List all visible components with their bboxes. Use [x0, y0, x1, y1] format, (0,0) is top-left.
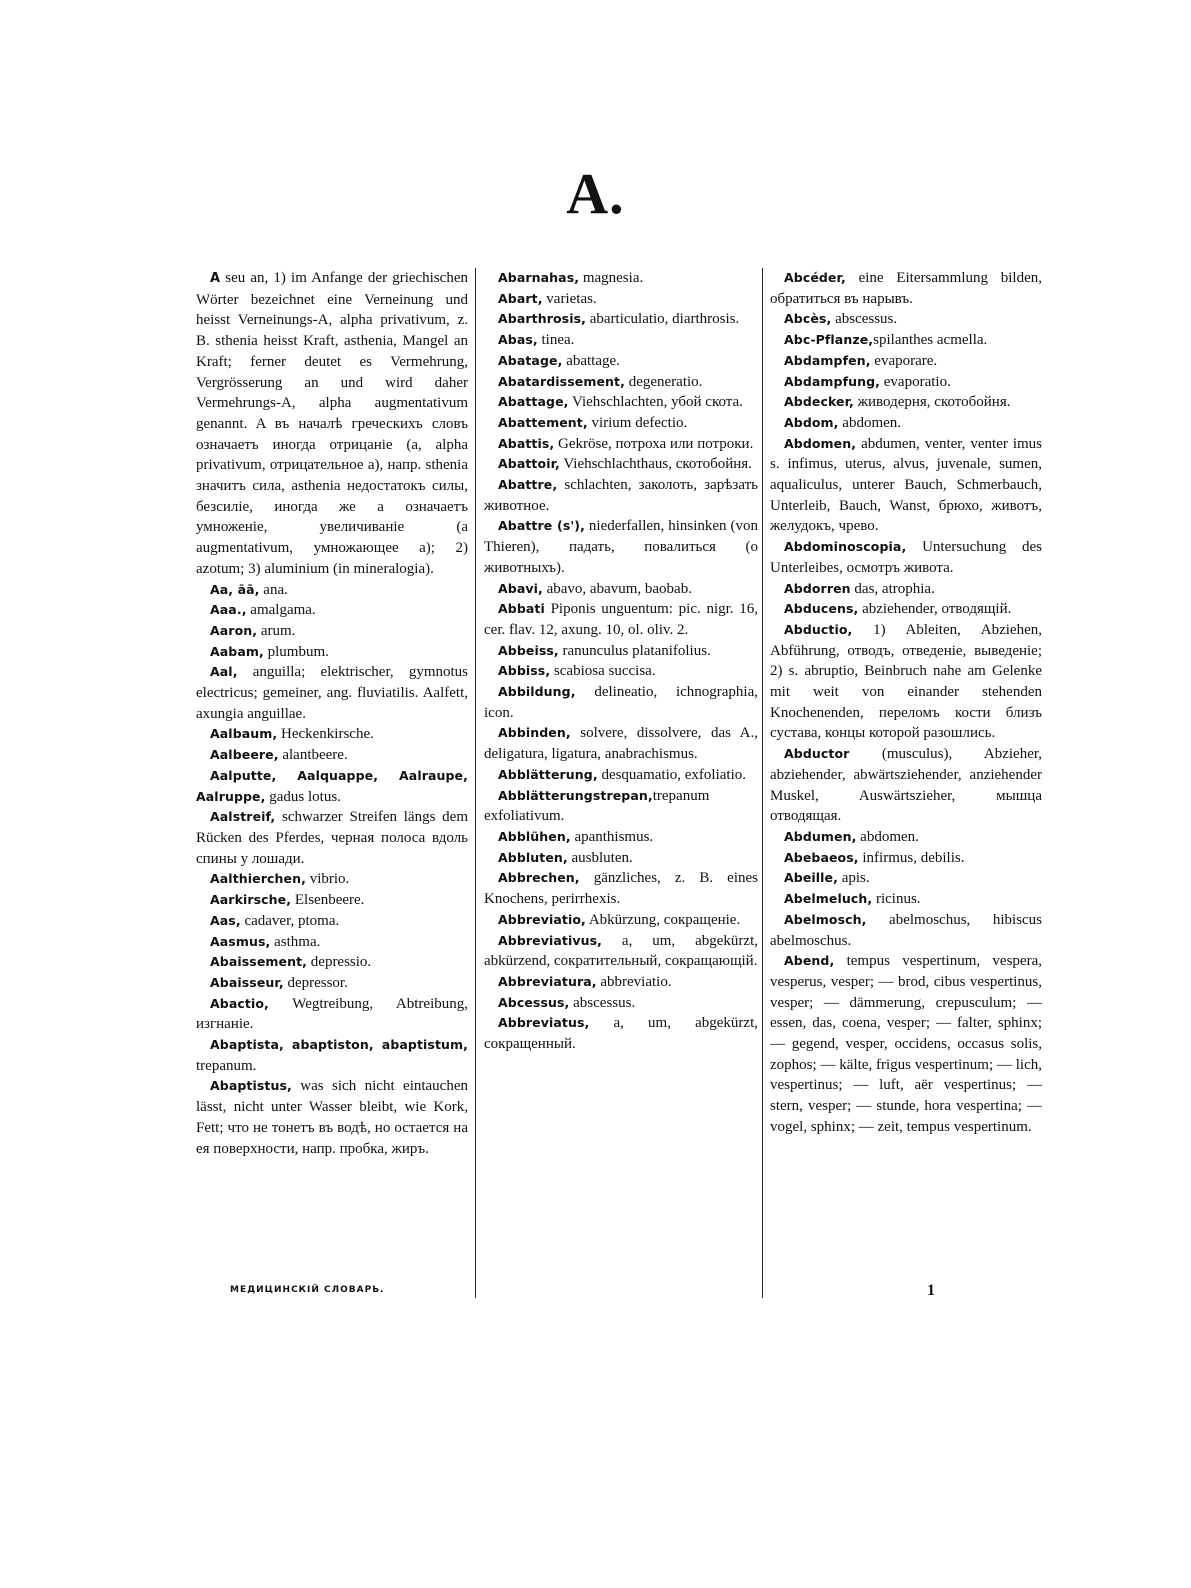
dictionary-entry	[484, 413, 758, 434]
dictionary-entry	[196, 1035, 468, 1076]
dictionary-entry	[196, 869, 468, 890]
entry-headword: Aaa.,	[210, 602, 247, 618]
entry-headword: Aa, āā,	[210, 581, 260, 597]
dictionary-entry	[484, 827, 758, 848]
entry-headword: Abdorren	[784, 580, 851, 596]
entry-headword: Abductio,	[784, 621, 853, 637]
entry-headword: Abblätterungstrepan,	[498, 787, 653, 803]
entry-headword: Aal,	[210, 664, 238, 680]
dictionary-entry	[770, 392, 1042, 413]
entry-definition: gadus lotus.	[265, 788, 341, 805]
dictionary-entry	[484, 641, 758, 662]
entry-headword: Aas,	[210, 912, 241, 928]
dictionary-entry	[484, 516, 758, 578]
entry-definition: solvere, dissolvere, das A., deligatura, ligatura, anabrachismus.	[484, 725, 758, 763]
entry-headword: Aalthierchen,	[210, 871, 306, 887]
dictionary-entry	[484, 579, 758, 600]
entry-headword: Abattement,	[498, 414, 588, 430]
entry-headword: Abattoir,	[498, 456, 560, 472]
entry-headword: Abbiss,	[498, 663, 551, 679]
dictionary-entry	[484, 268, 758, 289]
dictionary-entry	[196, 766, 468, 807]
entry-headword: Abbluten,	[498, 849, 568, 865]
entry-definition: cadaver, ptoma.	[240, 912, 340, 929]
dictionary-column-1	[196, 268, 468, 1308]
dictionary-entry	[484, 351, 758, 372]
entry-headword: Abattage,	[498, 394, 569, 410]
entry-headword: Abactio,	[210, 995, 269, 1011]
entry-headword: Abc-Pflanze,	[784, 332, 874, 348]
entry-definition: Untersuchung des Unterleibes, осмотръ живота.	[770, 539, 1042, 576]
entry-definition: seu an, 1) im Anfange der griechischen Wörter bezeichnet eine Verneinung und heisst Verneinungs-A, alpha privativum, z. B. sthenia heisst Kraft, asthenia, Mangel an Kraft; ferner deutet es Vermehrung, Vergrösserung an und wird daher Vermehrungs-A, alpha augmentativum genannt. A въ началѣ греческихъ словъ означаетъ иногда отрицанiе (a, alpha privativum, отрицательное а), напр. sthenia значитъ сила, asthenia недостатокъ силы, безсилiе, иногда же а означаетъ умноженiе, увеличиванiе (a augmentativum, умножающее а); 2) azotum; 3) aluminium (in mineralogia).	[196, 270, 468, 577]
entry-definition: magnesia.	[579, 270, 644, 286]
entry-definition: apanthismus.	[570, 828, 654, 845]
entry-definition: abdomen.	[838, 414, 902, 431]
dictionary-entry	[484, 1013, 758, 1054]
entry-definition: Gekröse, потроха или потроки.	[554, 435, 754, 452]
entry-definition: abscessus.	[569, 994, 636, 1011]
dictionary-entry	[196, 662, 468, 724]
entry-definition: tempus vespertinum, vespera, vesperus, vesper; — brod, cibus vespertinus, vesper; — dämmerung, crepusculum; — essen, das, coena, vesper; — falter, sphinx; — gegend, vesper, occidens, occasus solis, zophos; — kälte, frigus vespertinum; — lich, vespertinus; — luft, aër vespertinus; — stern, vesper; — stunde, hora vespertina; — vogel, sphinx; — zeit, tempus vespertinum.	[770, 953, 1042, 1135]
dictionary-entry	[770, 330, 1042, 351]
dictionary-entry	[770, 537, 1042, 578]
entry-definition: depressor.	[283, 974, 348, 991]
dictionary-entry	[770, 413, 1042, 434]
dictionary-entry	[484, 330, 758, 351]
dictionary-entry	[484, 454, 758, 475]
entry-headword: Aalbeere,	[210, 747, 279, 763]
entry-definition: abelmoschus, hibiscus abelmoschus.	[770, 911, 1042, 949]
entry-definition: virium defectio.	[587, 414, 688, 431]
entry-headword: Abattre (s'),	[498, 518, 585, 534]
dictionary-entry	[196, 642, 468, 663]
entry-headword: Abebaeos,	[784, 849, 859, 865]
entry-definition: evaporare.	[870, 352, 938, 369]
entry-definition: depressio.	[307, 954, 372, 971]
entry-headword: Abbreviativus,	[498, 932, 602, 948]
column-divider-left	[475, 268, 476, 1298]
entry-headword: Abaisseur,	[210, 974, 284, 990]
entry-headword: Abatage,	[498, 352, 563, 368]
dictionary-entry	[196, 911, 468, 932]
entry-definition: 1) Ableiten, Abziehen, Abführung, отводъ, отведенiе, выведенiе; 2) s. abruptio, Beinbruch nahe am Gelenke mit weit von einander stehenden Knochenenden, переломъ кости близъ сустава, концы которой разошлись.	[770, 621, 1042, 742]
dictionary-entry	[196, 973, 468, 994]
entry-headword: Abaptistus,	[210, 1078, 292, 1094]
entry-headword: Abarthrosis,	[498, 311, 586, 327]
dictionary-entry	[484, 910, 758, 931]
entry-definition: plumbum.	[263, 643, 329, 660]
dictionary-entry	[196, 580, 468, 601]
entry-headword: Abas,	[498, 332, 538, 348]
entry-definition: Piponis unguentum: pic. nigr. 16, cer. flav. 12, axung. 10, ol. oliv. 2.	[484, 601, 758, 638]
entry-definition: alantbeere.	[278, 747, 348, 764]
entry-definition: Heckenkirsche.	[277, 726, 374, 743]
entry-definition: gänzliches, z. B. eines Knochens, perirrhexis.	[484, 870, 758, 908]
dictionary-entry	[770, 309, 1042, 330]
entry-headword: Abaissement,	[210, 954, 308, 970]
dictionary-entry	[770, 351, 1042, 372]
entry-headword: Abbildung,	[498, 684, 576, 700]
entry-headword: Abarnahas,	[498, 270, 580, 285]
dictionary-entry	[484, 475, 758, 516]
entry-headword: Aarkirsche,	[210, 892, 292, 908]
entry-headword: Abbrechen,	[498, 870, 580, 886]
entry-definition: abscessus.	[831, 311, 898, 328]
dictionary-entry	[196, 952, 468, 973]
entry-headword: Abbreviatus,	[498, 1015, 590, 1031]
entry-headword: Abattis,	[498, 435, 555, 451]
entry-definition: degeneratio.	[624, 373, 703, 390]
entry-headword: Abdecker,	[784, 394, 854, 410]
entry-definition: живодерня, скотобойня.	[853, 394, 1011, 411]
dictionary-entry	[196, 600, 468, 621]
entry-definition: abziehender, отводящiй.	[858, 601, 1012, 618]
entry-definition: abarticulatio, diarthrosis.	[585, 311, 740, 328]
dictionary-entry	[770, 827, 1042, 848]
dictionary-entry	[770, 599, 1042, 620]
dictionary-entry	[770, 434, 1042, 538]
dictionary-entry	[196, 1076, 468, 1159]
entry-definition: Wegtreibung, Abtreibung, изгнанiе.	[196, 995, 468, 1033]
dictionary-entry	[484, 434, 758, 455]
entry-headword: Abcessus,	[498, 994, 570, 1010]
entry-definition: abattage.	[562, 352, 620, 369]
entry-definition: spilanthes acmella.	[873, 332, 988, 349]
entry-definition: was sich nicht eintauchen lässt, nicht unter Wasser bleibt, wie Kork, Fett; что не тонетъ въ водѣ, но остается на ея поверхности, напр. пробка, жиръ.	[196, 1078, 468, 1157]
entry-definition: Abkürzung, сокращенiе.	[585, 911, 741, 928]
dictionary-entry	[484, 972, 758, 993]
dictionary-column-2	[484, 268, 758, 1308]
entry-headword: Aasmus,	[210, 933, 271, 949]
dictionary-entry	[196, 807, 468, 869]
dictionary-entry	[484, 931, 758, 972]
dictionary-entry	[196, 994, 468, 1035]
entry-definition: apis.	[837, 870, 870, 887]
entry-definition: ranunculus platanifolius.	[558, 642, 711, 659]
entry-definition: infirmus, debilis.	[858, 849, 965, 866]
dictionary-entry	[196, 745, 468, 766]
entry-definition: Viehschlachthaus, скотобойня.	[559, 456, 752, 473]
entry-headword: Aalbaum,	[210, 726, 278, 742]
column-divider-right	[762, 268, 763, 1298]
entry-headword: Abblühen,	[498, 828, 571, 844]
page-number: 1	[927, 1282, 935, 1299]
entry-headword: Abdom,	[784, 414, 839, 430]
entry-headword: A	[210, 271, 221, 286]
entry-headword: Abelmosch,	[784, 911, 867, 927]
dictionary-entry	[770, 848, 1042, 869]
entry-definition: varietas.	[542, 290, 597, 307]
entry-definition: anguilla; elektrischer, gymnotus electricus; gemeiner, ang. fluviatilis. Aalfett, axungia anguillae.	[196, 664, 468, 722]
dictionary-entry	[484, 993, 758, 1014]
dictionary-entry	[770, 579, 1042, 600]
dictionary-entry	[770, 372, 1042, 393]
entry-definition: amalgama.	[246, 602, 316, 619]
entry-headword: Abend,	[784, 953, 835, 969]
entry-headword: Aalputte, Aalquappe, Aalraupe, Aalruppe,	[196, 767, 468, 804]
dictionary-entry	[770, 744, 1042, 827]
footer-signature: МЕДИЦИНСКIЙ СЛОВАРЬ.	[230, 1285, 385, 1295]
entry-headword: Aalstreif,	[210, 809, 276, 825]
entry-headword: Abart,	[498, 290, 543, 306]
dictionary-entry	[484, 868, 758, 909]
entry-definition: abdumen, venter, venter imus s. infimus, uterus, alvus, juvenale, sumen, aqualiculus, unterer Bauch, Schmerbauch, Unterleib, Bauch, Wanst, брюхо, животъ, желудокъ, чрево.	[770, 435, 1042, 535]
dictionary-entry	[196, 268, 468, 580]
entry-definition: trepanum exfoliativum.	[484, 787, 710, 825]
entry-definition: asthma.	[270, 933, 321, 950]
dictionary-entry	[484, 765, 758, 786]
dictionary-entry	[770, 951, 1042, 1137]
dictionary-entry	[484, 289, 758, 310]
entry-headword: Abbati	[498, 601, 545, 617]
entry-headword: Abdomen,	[784, 435, 857, 451]
entry-definition: vibrio.	[305, 871, 350, 888]
entry-definition: abdomen.	[856, 828, 919, 845]
entry-definition: abbreviatio.	[596, 973, 672, 990]
dictionary-entry	[484, 392, 758, 413]
entry-headword: Abcéder,	[784, 270, 846, 285]
dictionary-entry	[196, 890, 468, 911]
dictionary-entry	[484, 599, 758, 640]
dictionary-entry	[484, 848, 758, 869]
entry-headword: Abbinden,	[498, 725, 571, 741]
entry-headword: Abducens,	[784, 601, 859, 617]
dictionary-entry	[484, 682, 758, 723]
dictionary-entry	[484, 661, 758, 682]
entry-definition: scabiosa succisa.	[550, 663, 656, 680]
entry-definition: desquamatio, exfoliatio.	[597, 766, 746, 783]
entry-definition: das, atrophia.	[850, 580, 935, 597]
entry-headword: Abeille,	[784, 870, 838, 886]
entry-definition: (musculus), Abzieher, abziehender, abwärtsziehender, anziehender Muskel, Auswärtszieher, мышца отводящая.	[770, 746, 1042, 825]
entry-definition: schlachten, заколоть, зарѣзать животное.	[484, 477, 758, 514]
entry-definition: schwarzer Streifen längs dem Rücken des Pferdes, черная полоса вдоль спины у лошади.	[196, 809, 468, 867]
dictionary-entry	[484, 372, 758, 393]
entry-definition: a, um, abgekürzt, сокращенный.	[484, 1015, 758, 1053]
entry-headword: Abblätterung,	[498, 766, 598, 782]
entry-headword: Abelmeluch,	[784, 891, 873, 907]
dictionary-entry	[770, 268, 1042, 309]
entry-definition: Viehschlachten, убой скота.	[568, 394, 743, 411]
entry-definition: abavo, abavum, baobab.	[542, 580, 692, 597]
entry-definition: arum.	[257, 622, 296, 639]
dictionary-entry	[770, 889, 1042, 910]
entry-headword: Abductor	[784, 746, 850, 762]
entry-definition: delineatio, ichnographia, icon.	[484, 684, 758, 721]
entry-headword: Abdampfung,	[784, 373, 881, 389]
dictionary-entry	[770, 620, 1042, 744]
entry-definition: tinea.	[537, 332, 575, 349]
entry-headword: Abavi,	[498, 580, 543, 596]
entry-headword: Abdumen,	[784, 828, 857, 844]
entry-definition: niederfallen, hinsinken (von Thieren), падать, повалиться (о животныхъ).	[484, 518, 758, 576]
entry-headword: Abcès,	[784, 311, 832, 327]
dictionary-entry	[196, 724, 468, 745]
entry-headword: Abdampfen,	[784, 352, 871, 368]
dictionary-entry	[770, 910, 1042, 951]
entry-definition: evaporatio.	[880, 373, 951, 390]
entry-definition: Elsenbeere.	[291, 892, 365, 909]
entry-headword: Abbreviatura,	[498, 973, 597, 989]
entry-definition: trepanum.	[196, 1057, 257, 1074]
dictionary-column-3	[770, 268, 1042, 1308]
dictionary-entry	[484, 309, 758, 330]
dictionary-entry	[484, 786, 758, 827]
entry-headword: Abaptista, abaptiston, abaptistum,	[210, 1037, 468, 1053]
dictionary-entry	[770, 868, 1042, 889]
entry-definition: ausbluten.	[567, 849, 633, 866]
entry-headword: Abatardissement,	[498, 373, 625, 389]
entry-headword: Abbeiss,	[498, 642, 559, 658]
entry-definition: ana.	[259, 581, 288, 598]
dictionary-entry	[196, 932, 468, 953]
dictionary-entry	[484, 723, 758, 764]
entry-definition: ricinus.	[872, 891, 921, 908]
entry-headword: Abbreviatio,	[498, 911, 586, 927]
dictionary-entry	[196, 621, 468, 642]
entry-headword: Aaron,	[210, 622, 258, 638]
entry-headword: Abattre,	[498, 477, 558, 493]
page-letter-heading: A.	[566, 161, 625, 226]
entry-definition: eine Eitersammlung bilden, обратиться въ нарывъ.	[770, 270, 1042, 307]
entry-definition: a, um, abgekürzt, abkürzend, сократительный, сокращающiй.	[484, 932, 758, 970]
entry-headword: Abdominoscopia,	[784, 539, 907, 555]
entry-headword: Aabam,	[210, 643, 264, 659]
